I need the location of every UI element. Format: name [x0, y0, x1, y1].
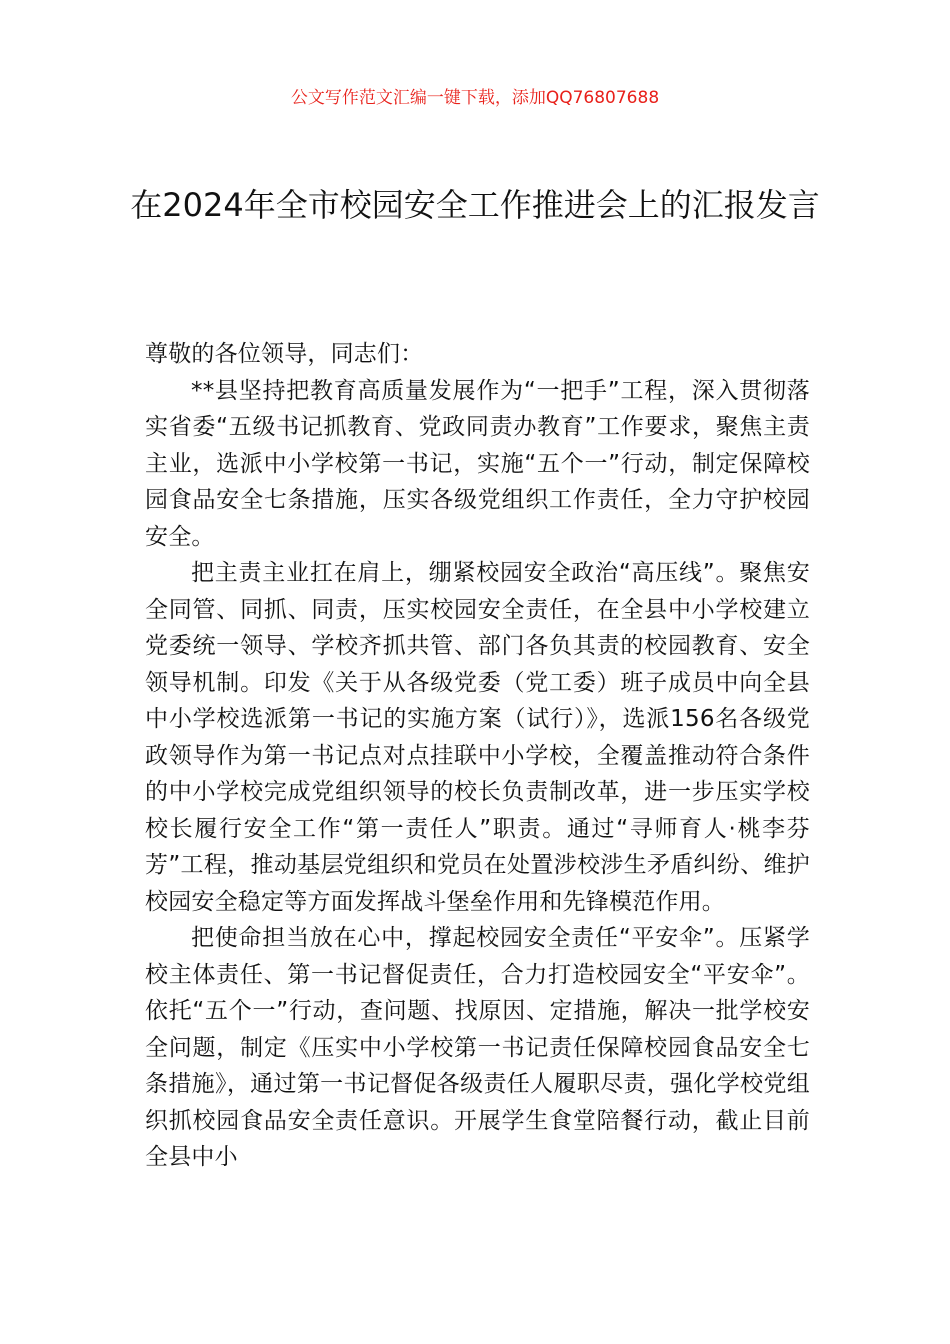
document-body: [145, 336, 810, 1176]
salutation: 尊敬的各位领导，同志们：: [145, 341, 424, 367]
paragraph-intro: **县坚持把教育高质量发展作为“一把手”工程，深入贯彻落实省委“五级书记抓教育、党政同责办教育”工作要求，聚焦主责主业，选派中小学校第一书记，实施“五个一”行动，制定保障校园食品安全七条措施，压实各级党组织工作责任，全力守护校园安全。: [145, 377, 810, 550]
paragraph-responsibility: 把主责主业扛在肩上，绷紧校园安全政治“高压线”。聚焦安全同管、同抓、同责，压实校园安全责任，在全县中小学校建立党委统一领导、学校齐抓共管、部门各负其责的校园教育、安全领导机制。印发《关于从各级党委（党工委）班子成员中向全县中小学校选派第一书记的实施方案（试行）》，选派156名各级党政领导作为第一书记点对点挂联中小学校，全覆盖推动符合条件的中小学校完成党组织领导的校长负责制改革，进一步压实学校校长履行安全工作“第一责任人”职责。通过“寻师育人·桃李芬芳”工程，推动基层党组织和党员在处置涉校涉生矛盾纠纷、维护校园安全稳定等方面发挥战斗堡垒作用和先锋模范作用。: [145, 560, 810, 915]
download-notice: 公文写作范文汇编一键下载，添加QQ76807688: [290, 88, 660, 108]
paragraph-mission: 把使命担当放在心中，撑起校园安全责任“平安伞”。压紧学校主体责任、第一书记督促责任，合力打造校园安全“平安伞”。依托“五个一”行动，查问题、找原因、定措施，解决一批学校安全问题，制定《压实中小学校第一书记责任保障校园食品安全七条措施》，通过第一书记督促各级责任人履职尽责，强化学校党组织抓校园食品安全责任意识。开展学生食堂陪餐行动，截止目前全县中小: [145, 925, 810, 1170]
document-title: 在2024年全市校园安全工作推进会上的汇报发言: [130, 186, 820, 224]
